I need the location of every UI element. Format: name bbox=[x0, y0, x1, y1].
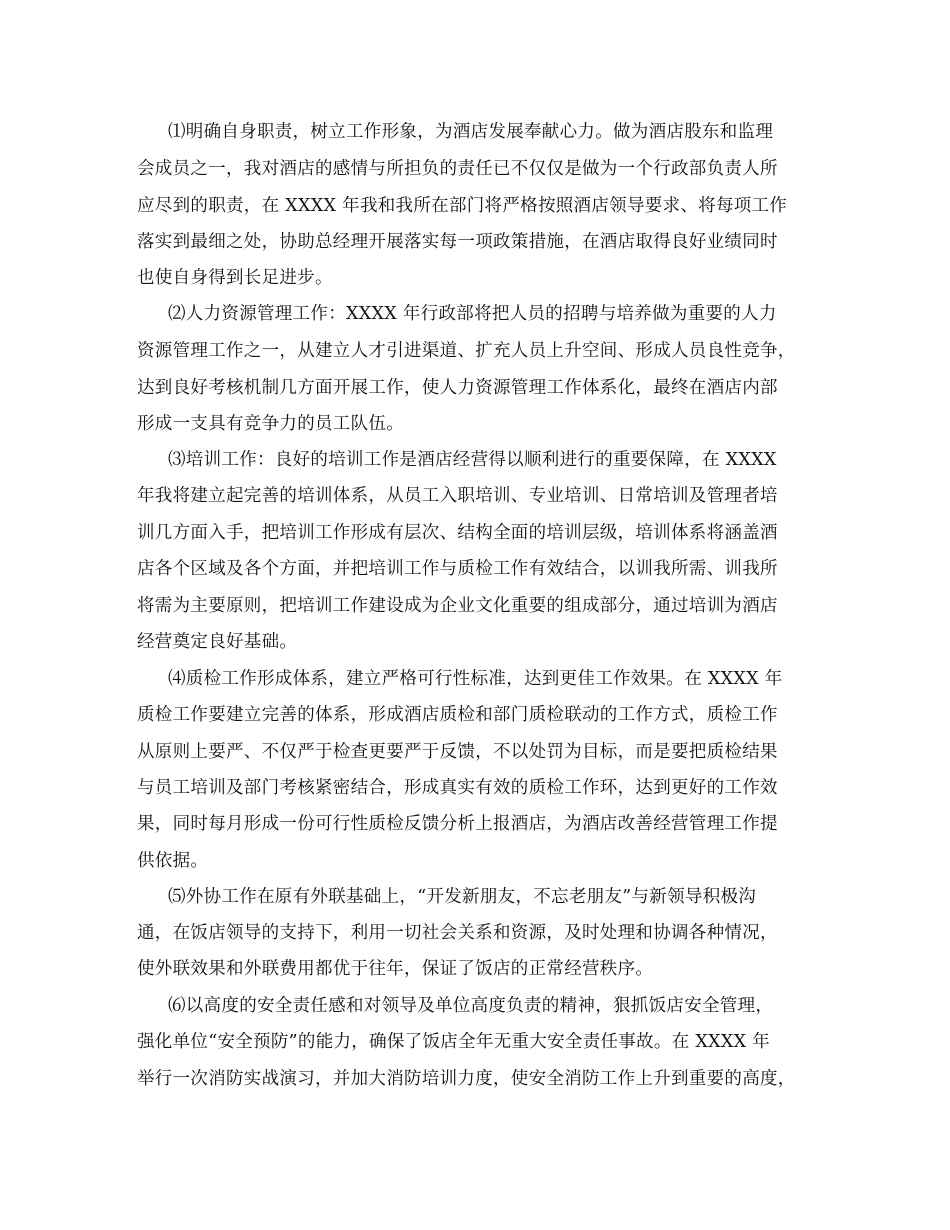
paragraph-line: 也使自身得到长足进步。 bbox=[137, 268, 333, 288]
paragraph-line: 使外联效果和外联费用都优于往年，保证了饭店的正常经营秩序。 bbox=[137, 959, 654, 979]
paragraph-line: 店各个区域及各个方面，并把培训工作与质检工作有效结合，以训我所需、训我所 bbox=[137, 559, 778, 579]
paragraph-line: 质检工作要建立完善的体系，形成酒店质检和部门质检联动的工作方式，质检工作 bbox=[137, 705, 778, 725]
paragraph-line: 训几方面入手，把培训工作形成有层次、结构全面的培训层级，培训体系将涵盖酒 bbox=[137, 523, 778, 543]
paragraph-line: 达到良好考核机制几方面开展工作，使人力资源管理工作体系化，最终在酒店内部 bbox=[137, 378, 778, 398]
paragraph-line: 与员工培训及部门考核紧密结合，形成真实有效的质检工作环，达到更好的工作效 bbox=[137, 778, 778, 798]
paragraph-line: ⑷质检工作形成体系，建立严格可行性标准，达到更佳工作效果。在 XXXX 年 bbox=[168, 669, 783, 689]
paragraph-line: ⑸外协工作在原有外联基础上，“开发新朋友，不忘老朋友”与新领导积极沟 bbox=[168, 887, 757, 907]
paragraph-line: 果，同时每月形成一份可行性质检反馈分析上报酒店，为酒店改善经营管理工作提 bbox=[137, 814, 778, 834]
paragraph-line: 强化单位“安全预防”的能力，确保了饭店全年无重大安全责任事故。在 XXXX 年 bbox=[137, 1032, 771, 1052]
paragraph-line: 会成员之一，我对酒店的感情与所担负的责任已不仅仅是做为一个行政部负责人所 bbox=[137, 159, 778, 179]
paragraph-line: 年我将建立起完善的培训体系，从员工入职培训、专业培训、日常培训及管理者培 bbox=[137, 486, 778, 506]
paragraph-line: ⑵人力资源管理工作：XXXX 年行政部将把人员的招聘与培养做为重要的人力 bbox=[168, 304, 777, 324]
paragraph-line: 应尽到的职责，在 XXXX 年我和我所在部门将严格按照酒店领导要求、将每项工作 bbox=[137, 196, 788, 216]
paragraph-line: 通，在饭店领导的支持下，利用一切社会关系和资源，及时处理和协调各种情况， bbox=[137, 923, 778, 943]
paragraph-line: 落实到最细之处，协助总经理开展落实每一项政策措施，在酒店取得良好业绩同时 bbox=[137, 232, 778, 252]
paragraph-line: 资源管理工作之一，从建立人才引进渠道、扩充人员上升空间、形成人员良性竞争， bbox=[137, 341, 796, 361]
paragraph-line: 将需为主要原则，把培训工作建设成为企业文化重要的组成部分，通过培训为酒店 bbox=[137, 596, 778, 616]
paragraph-line: ⑶培训工作：良好的培训工作是酒店经营得以顺利进行的重要保障，在 XXXX bbox=[168, 450, 777, 470]
paragraph-line: 形成一支具有竞争力的员工队伍。 bbox=[137, 414, 404, 434]
paragraph-line: 从原则上要严、不仅严于检查更要严于反馈，不以处罚为目标，而是要把质检结果 bbox=[137, 742, 778, 762]
paragraph-line: 举行一次消防实战演习，并加大消防培训力度，使安全消防工作上升到重要的高度， bbox=[137, 1069, 796, 1089]
paragraph-line: 经营奠定良好基础。 bbox=[137, 632, 298, 652]
paragraph-line: ⑴明确自身职责，树立工作形象，为酒店发展奉献心力。做为酒店股东和监理 bbox=[168, 122, 774, 142]
paragraph-line: ⑹以高度的安全责任感和对领导及单位高度负责的精神，狠抓饭店安全管理， bbox=[168, 996, 774, 1016]
paragraph-line: 供依据。 bbox=[137, 851, 209, 871]
